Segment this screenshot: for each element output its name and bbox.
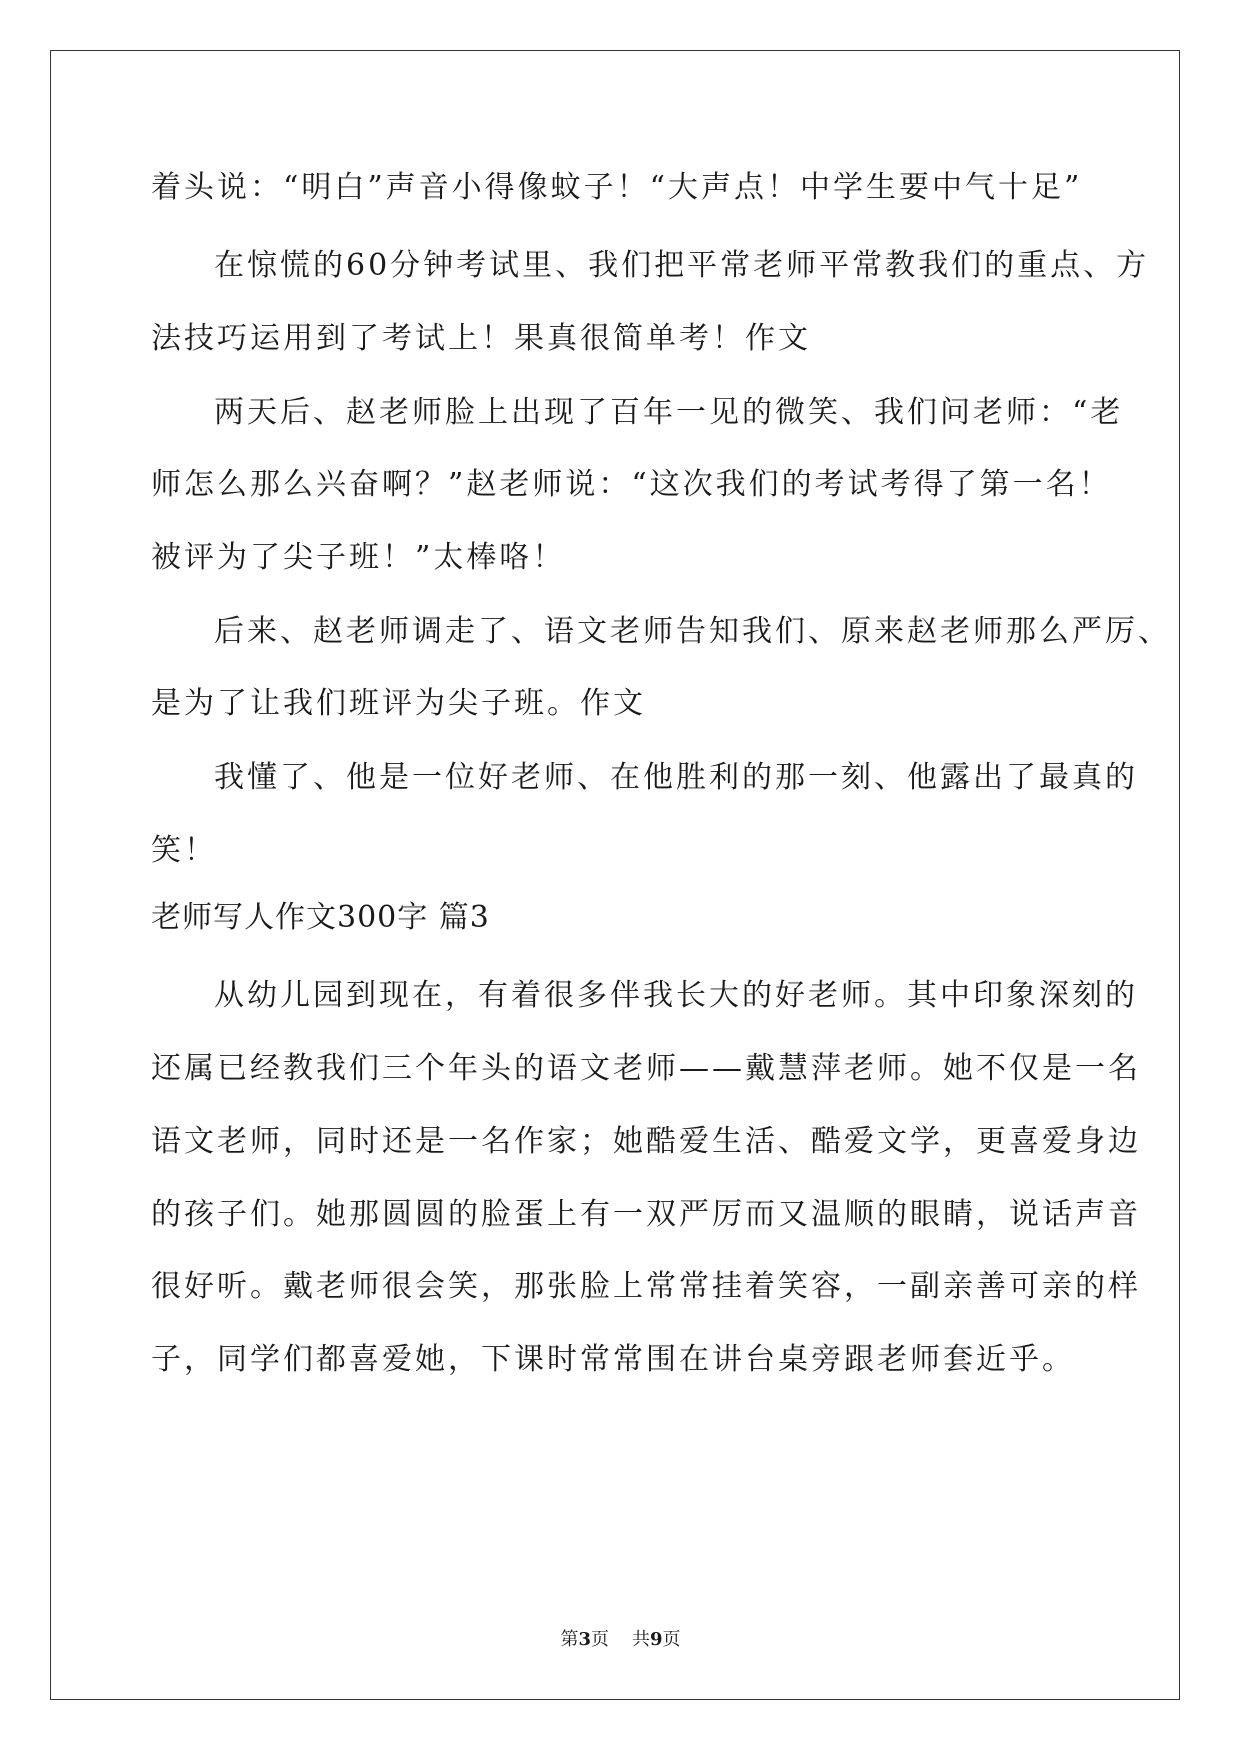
page-border <box>50 50 1180 1700</box>
paragraph-start: 两天后、赵老师脸上出现了百年一见的微笑、我们问老师：“老 <box>214 395 1124 430</box>
paragraph-start: 我懂了、他是一位好老师、在他胜利的那一刻、他露出了最真的 <box>214 760 1138 795</box>
text-line: 师怎么那么兴奋啊？”赵老师说：“这次我们的考试考得了第一名！ <box>151 467 1112 502</box>
page-suffix: 页 <box>591 1629 610 1650</box>
text-line: 着头说：“明白”声音小得像蚊子！“大声点！中学生要中气十足” <box>151 170 1083 205</box>
page-prefix: 第 <box>560 1629 579 1650</box>
text-line: 的孩子们。她那圆圆的脸蛋上有一双严厉而又温顺的眼睛，说话声音 <box>151 1197 1141 1232</box>
total-prefix: 共 <box>631 1629 650 1650</box>
text-line: 法技巧运用到了考试上！果真很简单考！作文 <box>151 321 811 356</box>
text-line: 子，同学们都喜爱她，下课时常常围在讲台桌旁跟老师套近乎。 <box>151 1342 1075 1377</box>
paragraph-start: 后来、赵老师调走了、语文老师告知我们、原来赵老师那么严厉、 <box>214 614 1171 649</box>
text-line: 笑！ <box>151 833 217 868</box>
total-pages: 9 <box>649 1629 663 1650</box>
text-line: 很好听。戴老师很会笑，那张脸上常常挂着笑容，一副亲善可亲的样 <box>151 1269 1141 1304</box>
page-footer <box>0 1628 1241 1652</box>
total-suffix: 页 <box>662 1629 681 1650</box>
text-line: 是为了让我们班评为尖子班。作文 <box>151 686 646 721</box>
paragraph-start: 从幼儿园到现在，有着很多伴我长大的好老师。其中印象深刻的 <box>214 978 1138 1013</box>
text-line: 还属已经教我们三个年头的语文老师——戴慧萍老师。她不仅是一名 <box>151 1051 1141 1086</box>
text-line: 语文老师，同时还是一名作家；她酷爱生活、酷爱文学，更喜爱身边 <box>151 1124 1141 1159</box>
section-heading: 老师写人作文300字 篇3 <box>151 900 490 935</box>
page-number: 3 <box>578 1629 592 1650</box>
paragraph-start: 在惊慌的60分钟考试里、我们把平常老师平常教我们的重点、方 <box>214 248 1150 283</box>
text-line: 被评为了尖子班！”太棒咯！ <box>151 540 566 575</box>
